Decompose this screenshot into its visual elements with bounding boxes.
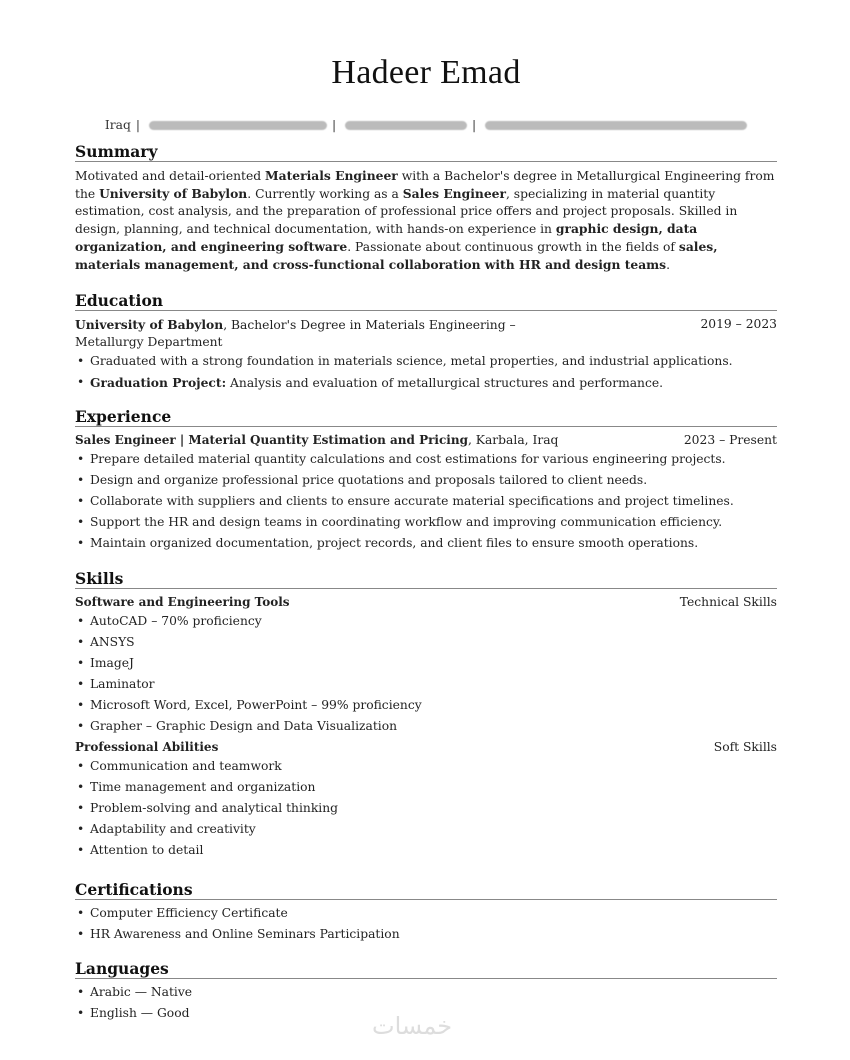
dates: 2023 – Present	[683, 433, 777, 447]
summary-fragment: .	[666, 258, 671, 272]
section-title: Certifications	[75, 881, 777, 900]
list-item: • Adaptability and creativity	[75, 821, 777, 838]
skill-group-tag: Technical Skills	[679, 595, 777, 609]
candidate-name: Hadeer Emad	[331, 54, 521, 91]
section-title: Languages	[75, 960, 777, 979]
section-title: Summary	[75, 143, 777, 162]
list-item: • Time management and organization	[75, 779, 777, 796]
degree: , Bachelor's Degree in Materials Engineering – Metallurgy Department	[75, 318, 516, 349]
list-item: • Computer Efficiency Certificate	[75, 905, 777, 922]
redacted-email	[149, 121, 327, 130]
list-item: • Graduated with a strong foundation in materials science, metal properties, and industrial applications.	[75, 353, 777, 370]
list-item: • Prepare detailed material quantity calculations and cost estimations for various engineering projects.	[75, 451, 777, 468]
experience-section	[75, 408, 777, 556]
list-item: • HR Awareness and Online Seminars Participation	[75, 926, 777, 943]
list-item: • Arabic — Native	[75, 984, 777, 1001]
skills-section	[75, 570, 777, 863]
location: Iraq	[104, 118, 131, 132]
summary-text	[75, 167, 777, 274]
skill-group-tag: Soft Skills	[713, 740, 777, 754]
summary-fragment: . Currently working as a	[247, 187, 403, 201]
skill-group-name: Software and Engineering Tools	[75, 595, 290, 609]
summary-fragment: University of Babylon	[99, 186, 248, 201]
list-item: • Graduation Project: Analysis and evaluation of metallurgical structures and performance.	[75, 374, 777, 392]
skill-list	[75, 613, 777, 735]
section-title: Skills	[75, 570, 777, 589]
school: University of Babylon	[75, 317, 224, 332]
summary-fragment: . Passionate about continuous growth in the fields of	[347, 240, 679, 254]
list-item: • Laminator	[75, 676, 777, 693]
job-role: Sales Engineer | Material Quantity Estimation and Pricing	[75, 433, 468, 447]
list-item: • ImageJ	[75, 655, 777, 672]
summary-fragment: , specializing in material quantity estimation, cost analysis, and the preparation of professional price offers and project proposals. Skilled in design, planning, and technical documentation, with hands-on experience in	[75, 187, 738, 236]
contact-line: Iraq | | |	[75, 117, 777, 134]
section-title: Experience	[75, 408, 777, 427]
summary-fragment: sales, materials management, and cross-functional collaboration with HR and design teams	[75, 239, 718, 272]
summary-fragment: with a Bachelor's degree in Metallurgical Engineering from the	[75, 169, 775, 201]
list-item: • Support the HR and design teams in coordinating workflow and improving communication efficiency.	[75, 514, 777, 531]
list-item: • English — Good	[75, 1005, 777, 1022]
redacted-linkedin	[485, 121, 747, 130]
redacted-phone	[345, 121, 467, 130]
list-item: • Collaborate with suppliers and clients to ensure accurate material specifications and project timelines.	[75, 493, 777, 510]
summary-fragment: Motivated and detail-oriented	[75, 169, 266, 183]
skill-group-header	[75, 739, 777, 756]
summary-fragment: Materials Engineer	[265, 168, 398, 183]
list-item: • Grapher – Graphic Design and Data Visualization	[75, 718, 777, 735]
summary-fragment: Sales Engineer	[402, 186, 506, 201]
skill-group-name: Professional Abilities	[75, 740, 219, 754]
list-item: • Communication and teamwork	[75, 758, 777, 775]
skill-list	[75, 758, 777, 859]
skill-group-header	[75, 594, 777, 611]
section-title: Education	[75, 292, 777, 311]
list-item: • Attention to detail	[75, 842, 777, 859]
list-item: • AutoCAD – 70% proficiency	[75, 613, 777, 630]
education-section	[75, 292, 777, 396]
job-location: , Karbala, Iraq	[467, 433, 559, 447]
list-item: • ANSYS	[75, 634, 777, 651]
list-item: • Maintain organized documentation, project records, and client files to ensure smooth operations.	[75, 535, 777, 552]
list-item: • Microsoft Word, Excel, PowerPoint – 99% proficiency	[75, 697, 777, 714]
certifications-section	[75, 881, 777, 947]
summary-section	[75, 143, 777, 274]
list-item: • Problem-solving and analytical thinking	[75, 800, 777, 817]
summary-fragment: graphic design, data organization, and engineering software	[75, 221, 698, 254]
dates: 2019 – 2023	[700, 317, 777, 331]
list-item: • Design and organize professional price quotations and proposals tailored to client needs.	[75, 472, 777, 489]
watermark-logo: خمسات	[372, 1012, 453, 1040]
